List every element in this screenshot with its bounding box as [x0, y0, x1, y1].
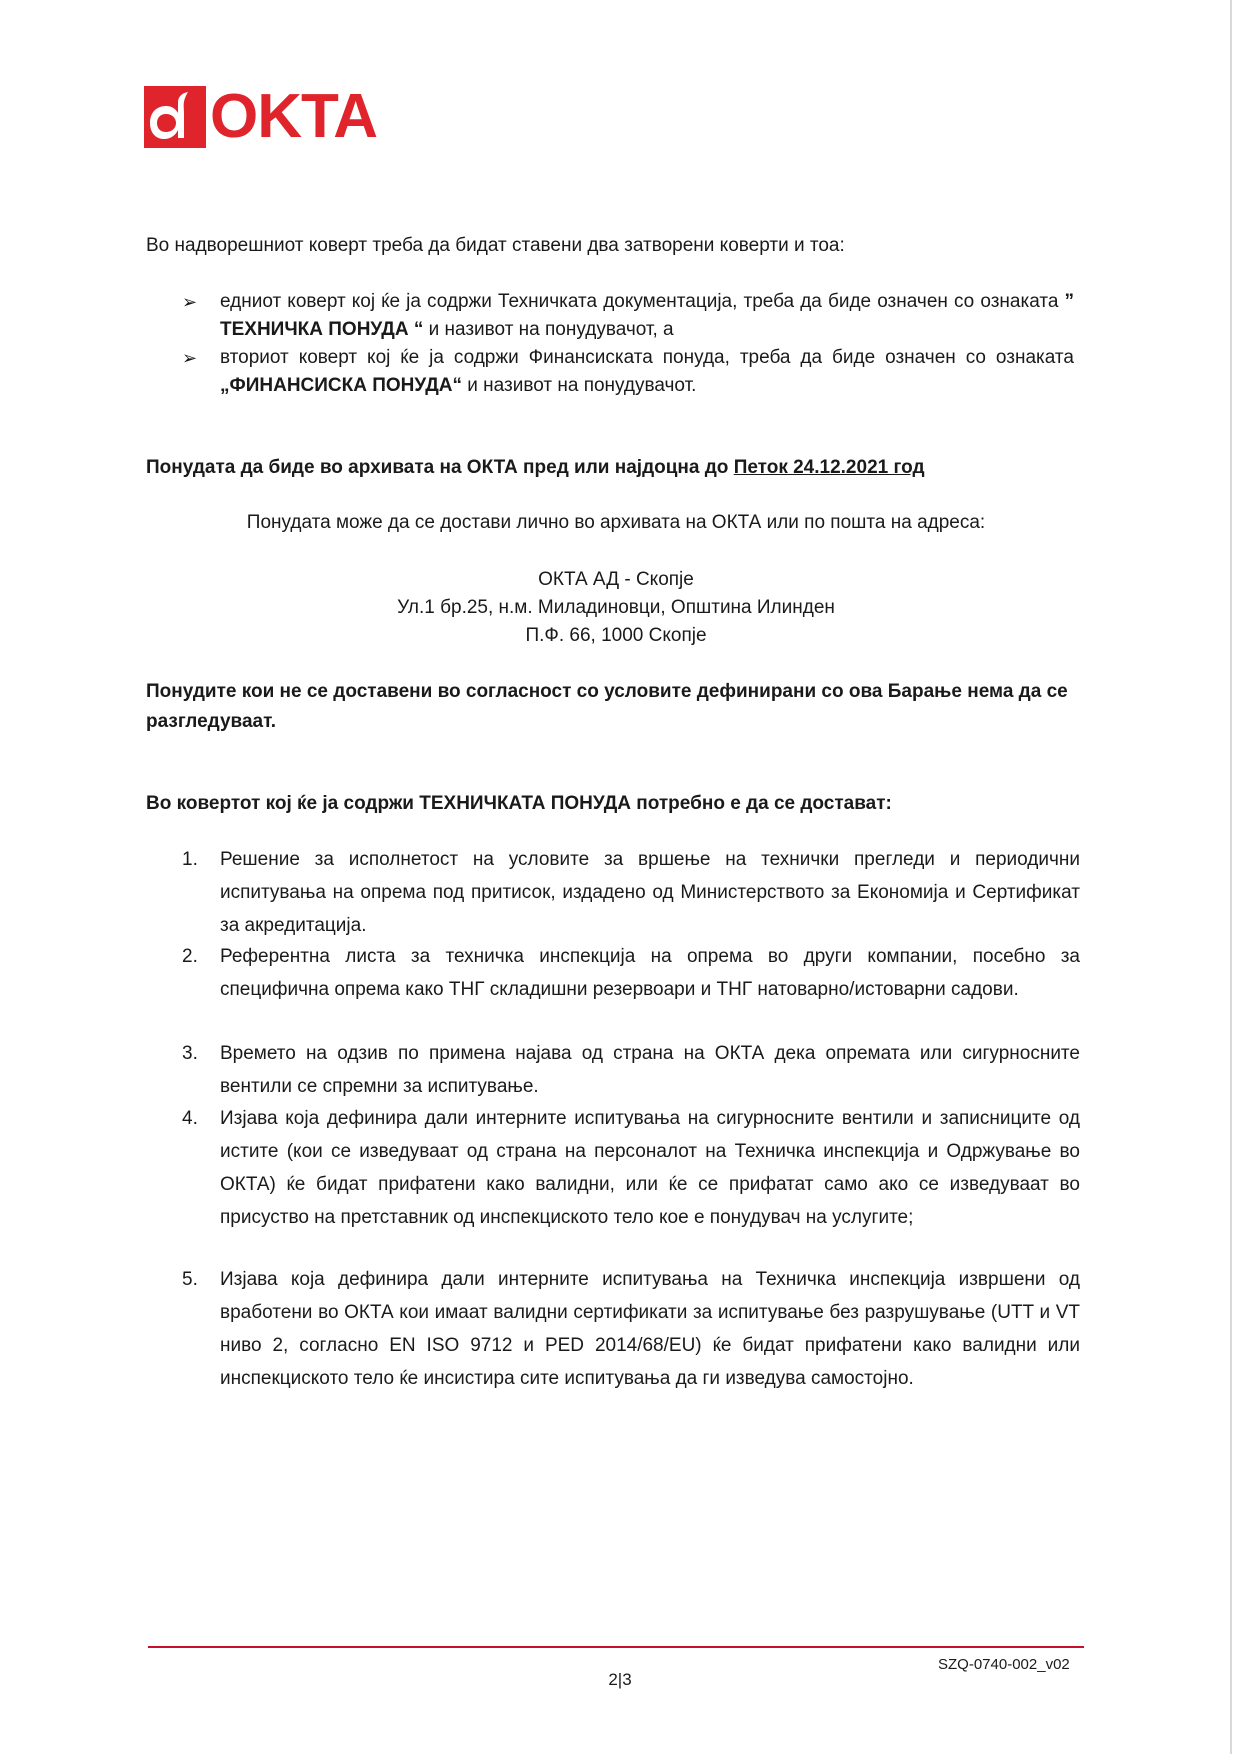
- delivery-text: Понудата може да се достави лично во архивата на ОКТА или по пошта на адреса:: [246, 512, 986, 533]
- address-line-1: ОКТА АД - Скопје: [538, 569, 694, 590]
- deadline-date: Петок 24.12.2021 год: [733, 457, 925, 478]
- okta-logo: [144, 82, 378, 151]
- page-edge: [1230, 0, 1232, 1754]
- intro-text: Во надворешниот коверт треба да бидат ставени два затворени коверти и тоа:: [146, 235, 845, 256]
- document-code: SZQ-0740-002_v02: [938, 1656, 1070, 1673]
- logo-text: OKTA: [210, 82, 378, 151]
- bullet-item: ➢ едниот коверт кој ќе ја содржи Техничката документација, треба да биде означен со ознаката ” ТЕХНИЧКА ПОНУДА “ и називот на понудувачот, а: [182, 288, 1074, 344]
- list-item: 3. Времето на одзив по примена најава од страна на ОКТА дека опремата или сигурносните вентили се спремни за испитување.: [182, 1043, 1080, 1097]
- address-line-3: П.Ф. 66, 1000 Скопје: [525, 625, 707, 646]
- okta-drop-icon: [144, 86, 206, 148]
- footer-divider: [148, 1646, 1084, 1648]
- warning-text: Понудите кои не се доставени во согласност со условите дефинирани со ова Барање нема да се разгледуваат.: [146, 681, 1068, 732]
- bullet-item: ➢ вториот коверт кој ќе ја содржи Финансиската понуда, треба да биде означен со ознаката „ФИНАНСИСКА ПОНУДА“ и називот на понудувачот.: [182, 344, 1074, 400]
- technical-offer-heading: Во ковертот кој ќе ја содржи ТЕХНИЧКАТА ПОНУДА потребно е да се достават:: [146, 793, 892, 814]
- list-item: 5. Изјава која дефинира дали интерните испитувања на Техничка инспекција извршени од вработени во ОКТА кои имаат валидни сертификати за испитување без разрушување (UTT и VT ниво 2, согласно EN ISO 9712 и PED 2014/68/EU) ќе бидат прифатени како валидни или инспекциското тело ќе инсистира сите испитувања да ги изведува самостојно.: [182, 1269, 1080, 1389]
- deadline-line: Понудата да биде во архивата на ОКТА пред или најдоцна до Петок 24.12.2021 год: [146, 457, 925, 478]
- list-item: 2. Референтна листа за техничка инспекција на опрема во други компании, посебно за специфична опрема како ТНГ складишни резервоари и ТНГ натоварно/истоварни садови.: [182, 946, 1080, 1000]
- address-line-2: Ул.1 бр.25, н.м. Миладиновци, Општина Илинден: [397, 597, 835, 618]
- arrow-bullet-icon: ➢: [182, 348, 198, 368]
- list-item: 1. Решение за исполнетост на условите за вршење на технички прегледи и периодични испитувања на опрема под притисок, издадено од Министерството за Економија и Сертификат за акредитација.: [182, 849, 1080, 936]
- page-number: 2|3: [608, 1670, 632, 1689]
- arrow-bullet-icon: ➢: [182, 292, 198, 312]
- list-item: 4. Изјава која дефинира дали интерните испитувања на сигурносните вентили и записниците од истите (кои се изведуваат од страна на персоналот на Техничка инспекција и Одржување во ОКТА) ќе бидат прифатени како валидни, или ќе се прифатат само ако се изведуваат во присуство на претставник од инспекциското тело кое е понудувач на услугите;: [182, 1108, 1080, 1228]
